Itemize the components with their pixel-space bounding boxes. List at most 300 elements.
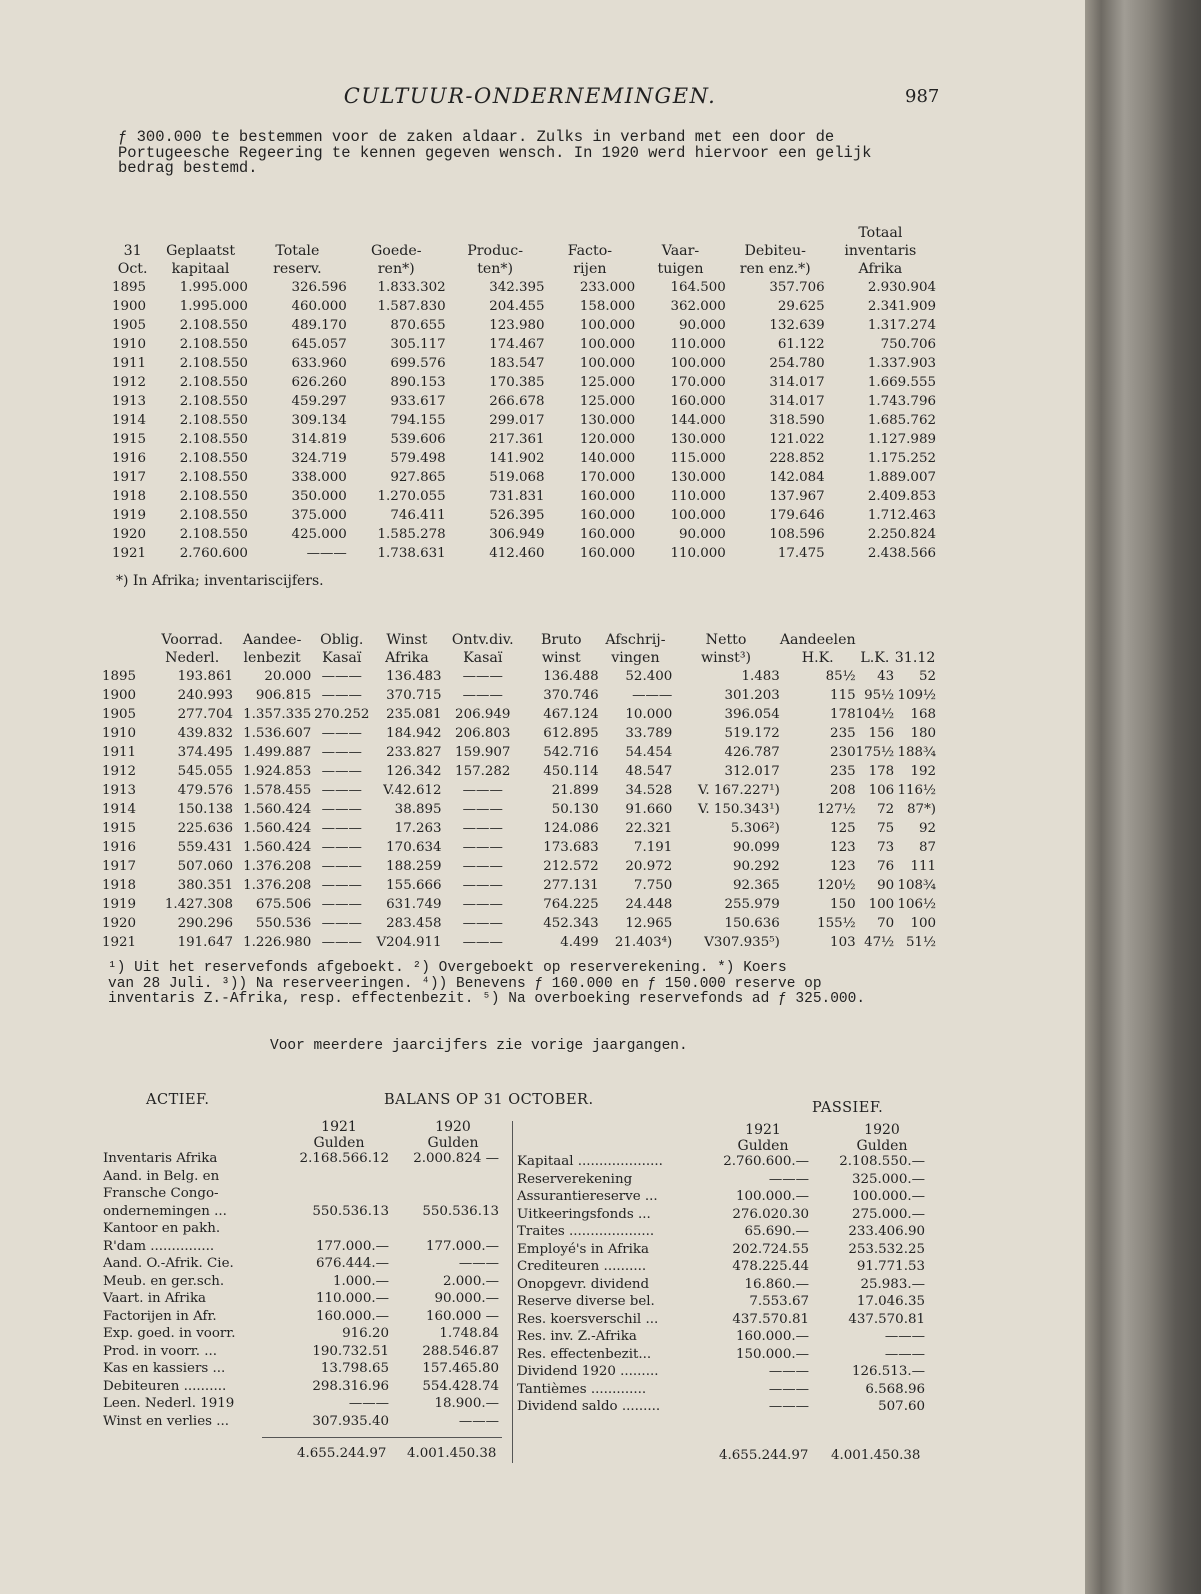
year-label: 1920 bbox=[435, 1119, 471, 1135]
actief-row bbox=[103, 1343, 503, 1361]
passief-item-label: Res. inv. Z.-Afrika bbox=[517, 1329, 637, 1344]
profit-table-cell: 550.536 bbox=[255, 916, 312, 931]
profit-footnotes bbox=[108, 961, 938, 1008]
profit-table-cell: 1.376.208 bbox=[243, 859, 312, 874]
passief-value-1921: 2.760.600.— bbox=[723, 1154, 809, 1169]
inventory-table-cell: 130.000 bbox=[670, 470, 726, 485]
inventory-table-cell: 1.317.274 bbox=[867, 318, 936, 333]
actief-row bbox=[103, 1238, 503, 1256]
profit-table-cell: 1.376.208 bbox=[243, 878, 312, 893]
profit-table-cell: 150.138 bbox=[177, 802, 233, 817]
actief-item-label: Aand. O.-Afrik. Cie. bbox=[103, 1256, 234, 1271]
profit-table-row bbox=[102, 762, 936, 781]
profit-table-cell: 1918 bbox=[102, 878, 137, 893]
inventory-table-row bbox=[112, 373, 936, 392]
actief-item-label: Vaart. in Afrika bbox=[103, 1291, 207, 1306]
inventory-table-cell: 1.337.903 bbox=[867, 356, 936, 371]
inventory-table-cell: 1915 bbox=[112, 432, 147, 447]
profit-table-cell: 52.400 bbox=[625, 669, 673, 684]
inventory-table-cell: 228.852 bbox=[769, 451, 825, 466]
passief-item-label: Employé's in Afrika bbox=[517, 1241, 650, 1257]
profit-table-cell: 208 bbox=[830, 783, 856, 798]
profit-table-cell: 212.572 bbox=[543, 859, 599, 874]
profit-table-cell: 120½ bbox=[817, 878, 856, 893]
passief-item-label: Assurantiereserve ... bbox=[517, 1189, 658, 1204]
inventory-table-col-header: Goede- ren*) bbox=[370, 243, 422, 277]
inventory-table-cell: 1921 bbox=[112, 546, 147, 561]
actief-value-1921: 190.732.51 bbox=[312, 1343, 389, 1359]
profit-table-cell: 467.124 bbox=[543, 707, 599, 722]
inventory-table-cell: 170.000 bbox=[579, 470, 636, 485]
actief-item-label: R'dam ............... bbox=[103, 1238, 215, 1254]
inventory-table-cell: 326.596 bbox=[291, 280, 347, 295]
passief-label: PASSIEF. bbox=[812, 1100, 884, 1116]
profit-table-cell: 95½ bbox=[864, 688, 895, 703]
profit-table-cell: 270.252 bbox=[314, 707, 370, 722]
inventory-table-col-header: Vaar- tuigen bbox=[657, 243, 704, 277]
profit-table-row bbox=[102, 895, 936, 914]
inventory-table-cell: 357.706 bbox=[769, 280, 825, 295]
passief-row bbox=[517, 1171, 932, 1189]
inventory-table-cell: 645.057 bbox=[291, 337, 347, 352]
profit-table-cell: 100 bbox=[910, 916, 936, 931]
profit-table-cell: 191.647 bbox=[177, 935, 233, 950]
inventory-table-cell: 1920 bbox=[112, 527, 147, 542]
actief-value-1921: 1.000.— bbox=[333, 1273, 389, 1289]
inventory-table-cell: 2.760.600 bbox=[179, 546, 248, 561]
profit-table-cell: 108¾ bbox=[897, 878, 936, 893]
profit-table-cell: 193.861 bbox=[177, 669, 233, 684]
profit-table-row bbox=[102, 724, 936, 743]
profit-table-cell: 370.715 bbox=[386, 688, 442, 703]
actief-total-1920: 4.001.450.38 bbox=[407, 1446, 497, 1461]
profit-table-row bbox=[102, 819, 936, 838]
profit-table-cell: 1921 bbox=[102, 935, 137, 950]
actief-row bbox=[103, 1203, 503, 1221]
profit-table-cell: 51½ bbox=[905, 935, 936, 950]
actief-value-1921: 2.168.566.12 bbox=[299, 1151, 389, 1166]
passief-value-1921: 7.553.67 bbox=[749, 1294, 809, 1309]
passief-item-label: Tantièmes ............. bbox=[517, 1381, 647, 1397]
actief-item-label: Prod. in voorr. ... bbox=[103, 1343, 218, 1359]
profit-table-cell: 225.636 bbox=[177, 821, 233, 836]
inventory-table-cell: 2.108.550 bbox=[179, 470, 248, 485]
inventory-table-cell: 123.980 bbox=[489, 318, 545, 333]
profit-table-row bbox=[102, 705, 936, 724]
inventory-table-cell: 1.712.463 bbox=[867, 508, 936, 523]
profit-table-cell: 52 bbox=[918, 669, 936, 684]
actief-value-1921: 307.935.40 bbox=[312, 1413, 389, 1429]
profit-table-cell: 170.634 bbox=[386, 840, 442, 855]
inventory-table-row bbox=[112, 354, 936, 373]
actief-item-label: Kantoor en pakh. bbox=[103, 1221, 221, 1236]
passief-value-1921: 65.690.— bbox=[744, 1224, 809, 1239]
inventory-table-cell: 314.819 bbox=[291, 432, 347, 447]
profit-table-cell: 283.458 bbox=[386, 916, 442, 931]
profit-table-cell: 235 bbox=[830, 764, 856, 779]
inventory-table-row bbox=[112, 316, 936, 335]
profit-table-cell: 100 bbox=[868, 897, 895, 912]
profit-table-cell: 72 bbox=[877, 802, 895, 817]
inventory-table bbox=[112, 224, 936, 563]
profit-table-cell: 519.172 bbox=[724, 726, 780, 741]
profit-table-cell: 17.263 bbox=[394, 821, 442, 836]
profit-table-cell: 20.972 bbox=[625, 859, 673, 874]
profit-table-cell: 290.296 bbox=[177, 916, 233, 931]
profit-table-cell: ——— bbox=[462, 935, 503, 950]
passief-value-1921: 437.570.81 bbox=[732, 1311, 809, 1327]
profit-table-cell: ——— bbox=[462, 821, 503, 836]
profit-table-cell: ——— bbox=[321, 669, 362, 684]
profit-table-cell: 20.000 bbox=[264, 669, 312, 684]
inventory-table-row bbox=[112, 544, 936, 563]
profit-table-col-header: Bruto winst bbox=[540, 632, 582, 666]
inventory-table-cell: 141.902 bbox=[489, 451, 545, 466]
inventory-table-cell: 460.000 bbox=[291, 299, 347, 314]
passief-total-1920: 4.001.450.38 bbox=[831, 1448, 921, 1463]
actief-label: ACTIEF. bbox=[146, 1092, 210, 1108]
actief-row bbox=[103, 1168, 503, 1186]
inventory-table-cell: 110.000 bbox=[670, 489, 726, 504]
inventory-table-cell: 1.669.555 bbox=[867, 375, 936, 390]
profit-table-col-header: 31.12 bbox=[894, 650, 936, 666]
actief-row bbox=[103, 1150, 503, 1168]
page-number: 987 bbox=[905, 86, 940, 107]
profit-table-cell: 22.321 bbox=[625, 821, 673, 836]
passief-row bbox=[517, 1223, 932, 1241]
actief-sum-line bbox=[262, 1437, 502, 1438]
profit-table-cell: 90.292 bbox=[732, 859, 780, 874]
inventory-table-cell: 164.500 bbox=[670, 280, 726, 295]
inventory-table-cell: 2.108.550 bbox=[179, 337, 248, 352]
inventory-table-cell: 1917 bbox=[112, 470, 147, 485]
profit-table-cell: 85½ bbox=[825, 669, 856, 684]
profit-table-row bbox=[102, 857, 936, 876]
profit-table-cell: 380.351 bbox=[177, 878, 233, 893]
profit-table-cell: 188¾ bbox=[897, 745, 936, 760]
inventory-table-cell: 1912 bbox=[112, 375, 147, 390]
inventory-table-cell: 1.585.278 bbox=[377, 527, 446, 542]
profit-table-cell: 73 bbox=[877, 840, 895, 855]
passief-value-1921: 150.000.— bbox=[735, 1346, 809, 1362]
inventory-table-cell: 2.409.853 bbox=[867, 489, 936, 504]
profit-table-cell: 136.488 bbox=[543, 669, 599, 684]
profit-table-cell: 301.203 bbox=[724, 688, 780, 703]
passief-item-label: Dividend 1920 ......... bbox=[517, 1364, 659, 1379]
profit-table-cell: V.42.612 bbox=[383, 783, 442, 798]
actief-value-1920: 2.000.— bbox=[443, 1273, 499, 1289]
passief-item-label: Onopgevr. dividend bbox=[517, 1276, 650, 1292]
profit-table-cell: 240.993 bbox=[177, 688, 233, 703]
actief-value-1921: 550.536.13 bbox=[312, 1203, 389, 1219]
profit-table-cell: 1.226.980 bbox=[243, 935, 312, 950]
profit-table-cell: ——— bbox=[321, 688, 362, 703]
profit-table-cell: 70 bbox=[877, 916, 895, 931]
inventory-table-cell: 2.930.904 bbox=[867, 280, 936, 295]
inventory-table-cell: 412.460 bbox=[489, 546, 545, 561]
profit-table-cell: 178 bbox=[868, 764, 895, 779]
profit-table-cell: 4.499 bbox=[560, 935, 599, 950]
inventory-table-cell: 526.395 bbox=[489, 508, 545, 523]
inventory-table-cell: 318.590 bbox=[769, 413, 825, 428]
inventory-table-cell: 539.606 bbox=[390, 432, 446, 447]
inventory-table-row bbox=[112, 430, 936, 449]
profit-table-cell: ——— bbox=[632, 688, 673, 703]
actief-value-1920: 90.000.— bbox=[434, 1291, 499, 1306]
profit-table-cell: 38.895 bbox=[394, 802, 442, 817]
profit-table-cell: 92.365 bbox=[732, 878, 780, 893]
inventory-table-row bbox=[112, 297, 936, 316]
passief-row bbox=[517, 1241, 932, 1259]
year-label: 1920 bbox=[864, 1122, 900, 1138]
inventory-table-cell: 927.865 bbox=[390, 470, 446, 485]
profit-table-cell: ——— bbox=[321, 897, 362, 912]
inventory-table-cell: 309.134 bbox=[291, 413, 347, 428]
inventory-table-cell: 132.639 bbox=[769, 318, 825, 333]
inventory-table-cell: 1.587.830 bbox=[377, 299, 446, 314]
passief-row bbox=[517, 1328, 932, 1346]
profit-table-cell: 764.225 bbox=[543, 897, 599, 912]
inventory-table-cell: 1.270.055 bbox=[377, 489, 446, 504]
profit-table-cell: 1.536.607 bbox=[243, 726, 312, 741]
profit-table-cell: 103 bbox=[830, 935, 856, 950]
actief-value-1920: ——— bbox=[458, 1256, 499, 1271]
profit-table-row bbox=[102, 781, 936, 800]
inventory-table-cell: 158.000 bbox=[579, 299, 636, 314]
profit-table-cell: 1910 bbox=[102, 726, 137, 741]
profit-table-cell: 5.306²) bbox=[730, 821, 780, 836]
profit-table-cell: ——— bbox=[321, 726, 362, 741]
inventory-table-cell: 750.706 bbox=[880, 337, 936, 352]
profit-table-cell: 312.017 bbox=[724, 764, 780, 779]
profit-table-cell: 175½ bbox=[855, 745, 895, 760]
actief-value-1920: 288.546.87 bbox=[422, 1343, 499, 1359]
profit-table-cell: 34.528 bbox=[625, 783, 673, 798]
actief-item-label: Debiteuren .......... bbox=[103, 1378, 227, 1394]
actief-value-1920: 554.428.74 bbox=[422, 1378, 499, 1394]
passief-row bbox=[517, 1346, 932, 1364]
inventory-table-cell: 933.617 bbox=[390, 394, 446, 409]
profit-table-row bbox=[102, 876, 936, 895]
profit-table-cell: 631.749 bbox=[386, 897, 442, 912]
inventory-table-cell: 375.000 bbox=[291, 508, 347, 523]
profit-table-col-header bbox=[102, 631, 151, 667]
profit-table-cell: ——— bbox=[462, 859, 503, 874]
inventory-table-col-header: Debiteu- ren enz.*) bbox=[739, 243, 811, 277]
inventory-table-cell: 1.833.302 bbox=[377, 280, 446, 295]
inventory-table-cell: 17.475 bbox=[777, 546, 825, 561]
intro-paragraph bbox=[118, 130, 958, 177]
currency-label: Gulden bbox=[856, 1138, 908, 1154]
passief-item-label: Reserverekening bbox=[517, 1171, 633, 1187]
passief-value-1921: ——— bbox=[768, 1364, 809, 1379]
actief-row bbox=[103, 1185, 503, 1203]
passief-col-1920 bbox=[842, 1122, 922, 1154]
inventory-table-cell: 306.949 bbox=[489, 527, 545, 542]
inventory-table-cell: 1.175.252 bbox=[867, 451, 936, 466]
profit-table-row bbox=[102, 933, 936, 952]
inventory-table-cell: 1910 bbox=[112, 337, 147, 352]
actief-list bbox=[103, 1150, 503, 1430]
inventory-table-cell: 170.385 bbox=[489, 375, 545, 390]
actief-row bbox=[103, 1290, 503, 1308]
profit-table-cell: 48.547 bbox=[625, 764, 673, 779]
actief-row bbox=[103, 1413, 503, 1431]
passief-row bbox=[517, 1398, 932, 1416]
inventory-table-cell: 338.000 bbox=[291, 470, 347, 485]
inventory-table-col-header: Facto- rijen bbox=[567, 243, 613, 277]
actief-col-1921 bbox=[299, 1119, 379, 1151]
passief-value-1920: 233.406.90 bbox=[848, 1224, 925, 1239]
profit-table-cell: V. 167.227¹) bbox=[698, 783, 780, 798]
inventory-table-cell: 633.960 bbox=[291, 356, 347, 371]
profit-table-row bbox=[102, 686, 936, 705]
inventory-table-cell: 314.017 bbox=[769, 394, 825, 409]
inventory-table-cell: 160.000 bbox=[670, 394, 726, 409]
profit-table-cell: V. 150.343¹) bbox=[698, 802, 780, 817]
inventory-table-cell: 1.995.000 bbox=[179, 280, 248, 295]
actief-value-1921: ——— bbox=[348, 1396, 389, 1411]
passief-item-label: Dividend saldo ......... bbox=[517, 1399, 661, 1414]
actief-item-label: Meub. en ger.sch. bbox=[103, 1273, 225, 1289]
inventory-table-cell: 266.678 bbox=[489, 394, 545, 409]
profit-table-cell: 125 bbox=[830, 821, 856, 836]
profit-table-cell: 111 bbox=[910, 859, 936, 874]
inventory-table-cell: 1919 bbox=[112, 508, 147, 523]
passief-value-1921: ——— bbox=[768, 1381, 809, 1397]
profit-table-cell: 123 bbox=[830, 859, 856, 874]
actief-value-1920: 550.536.13 bbox=[422, 1203, 499, 1219]
inventory-table-cell: 1895 bbox=[112, 280, 147, 295]
profit-table-cell: 1.499.887 bbox=[243, 745, 312, 760]
profit-table-cell: 155½ bbox=[817, 916, 856, 931]
actief-item-label: Aand. in Belg. en bbox=[103, 1168, 220, 1184]
profit-table-cell: 104½ bbox=[855, 707, 895, 722]
inventory-table-cell: 489.170 bbox=[291, 318, 347, 333]
profit-table-cell: V204.911 bbox=[376, 935, 442, 950]
profit-table-cell: 1914 bbox=[102, 802, 137, 817]
profit-table-cell: 374.495 bbox=[177, 745, 233, 760]
passief-value-1921: 202.724.55 bbox=[732, 1241, 809, 1257]
passief-value-1920: 507.60 bbox=[878, 1399, 925, 1414]
profit-table-cell: 33.789 bbox=[625, 726, 673, 741]
profit-table-cell: 507.060 bbox=[177, 859, 233, 874]
inventory-table-cell: 2.108.550 bbox=[179, 318, 248, 333]
profit-table-cell: 1917 bbox=[102, 859, 137, 874]
currency-label: Gulden bbox=[427, 1135, 479, 1151]
profit-table-cell: 235 bbox=[830, 726, 856, 741]
passief-row bbox=[517, 1381, 932, 1399]
passief-value-1920: 17.046.35 bbox=[856, 1294, 925, 1309]
inventory-table-cell: 1914 bbox=[112, 413, 147, 428]
profit-table-col-header: Netto winst³) bbox=[701, 632, 752, 666]
profit-table-cell: 21.403⁴) bbox=[614, 935, 673, 950]
profit-table-row bbox=[102, 914, 936, 933]
profit-table-cell: 452.343 bbox=[543, 916, 599, 931]
actief-value-1921: 177.000.— bbox=[315, 1238, 389, 1254]
profit-table-cell: 1.924.853 bbox=[243, 764, 312, 779]
passief-value-1921: ——— bbox=[768, 1171, 809, 1187]
profit-table-cell: ——— bbox=[321, 840, 362, 855]
book-binding-edge bbox=[1085, 0, 1201, 1594]
profit-table-cell: 230 bbox=[830, 745, 856, 760]
profit-table-cell: 7.191 bbox=[633, 840, 673, 855]
profit-table-cell: 106½ bbox=[897, 897, 936, 912]
profit-table-col-header: Ontv.div. Kasaï bbox=[451, 632, 514, 666]
profit-table-cell: 206.949 bbox=[455, 707, 511, 722]
inventory-table-cell: 2.108.550 bbox=[179, 451, 248, 466]
inventory-table-cell: 794.155 bbox=[390, 413, 446, 428]
balance-title: BALANS OP 31 OCTOBER. bbox=[384, 1092, 594, 1108]
profit-table-cell: 1.560.424 bbox=[243, 840, 312, 855]
profit-table-cell: 559.431 bbox=[177, 840, 233, 855]
inventory-table-cell: 90.000 bbox=[678, 527, 726, 542]
inventory-table-cell: 183.547 bbox=[489, 356, 545, 371]
profit-table-cell: 12.965 bbox=[625, 916, 673, 931]
profit-table-cell: 188.259 bbox=[386, 859, 442, 874]
profit-table-cell: 43 bbox=[877, 669, 895, 684]
inventory-table-cell: 2.108.550 bbox=[179, 394, 248, 409]
profit-table-cell: 1920 bbox=[102, 916, 137, 931]
inventory-table-cell: 2.108.550 bbox=[179, 489, 248, 504]
footnote-line: van 28 Juli. ³)) Na reserveeringen. ⁴)) Benevens ƒ 160.000 en ƒ 150.000 reserve op bbox=[108, 975, 822, 992]
passief-value-1920: ——— bbox=[884, 1329, 925, 1344]
profit-table-cell: 1911 bbox=[102, 745, 137, 760]
profit-table-cell: 192 bbox=[910, 764, 936, 779]
actief-item-label: Leen. Nederl. 1919 bbox=[103, 1396, 235, 1411]
profit-table-cell: 479.576 bbox=[177, 783, 233, 798]
inventory-table-cell: 100.000 bbox=[579, 356, 636, 371]
passief-value-1921: 160.000.— bbox=[735, 1329, 809, 1344]
passief-value-1920: 275.000.— bbox=[851, 1206, 925, 1222]
passief-row bbox=[517, 1276, 932, 1294]
inventory-table-row bbox=[112, 506, 936, 525]
actief-value-1920: ——— bbox=[458, 1413, 499, 1429]
inventory-table-cell: 61.122 bbox=[777, 337, 825, 352]
actief-total-1921: 4.655.244.97 bbox=[297, 1446, 387, 1461]
inventory-table-cell: 1.995.000 bbox=[179, 299, 248, 314]
actief-item-label: Fransche Congo- bbox=[103, 1186, 219, 1201]
profit-table-cell: 1.560.424 bbox=[243, 802, 312, 817]
balance-divider bbox=[512, 1121, 513, 1463]
profit-table-cell: 542.716 bbox=[543, 745, 599, 760]
inventory-table-cell: 870.655 bbox=[390, 318, 446, 333]
profit-table-cell: 150 bbox=[830, 897, 856, 912]
passief-value-1920: 25.983.— bbox=[860, 1276, 925, 1292]
inventory-table-cell: 115.000 bbox=[670, 451, 726, 466]
profit-table-cell: 1.483 bbox=[741, 669, 780, 684]
footnote-line: ¹) Uit het reservefonds afgeboekt. ²) Overgeboekt op reserverekening. *) Koers bbox=[108, 960, 787, 976]
profit-table-cell: 87*) bbox=[907, 802, 936, 817]
passief-row bbox=[517, 1258, 932, 1276]
running-header-title: CULTUUR-ONDERNEMINGEN. bbox=[343, 84, 717, 108]
passief-value-1921: 478.225.44 bbox=[732, 1259, 809, 1274]
profit-table-cell: 1912 bbox=[102, 764, 137, 779]
inventory-table-row bbox=[112, 411, 936, 430]
inventory-table-col-header: Totale reserv. bbox=[273, 243, 322, 277]
actief-value-1921: 13.798.65 bbox=[320, 1361, 389, 1376]
passief-row bbox=[517, 1153, 932, 1171]
inventory-table-cell: 731.831 bbox=[489, 489, 545, 504]
profit-table-header-row bbox=[102, 631, 936, 667]
currency-label: Gulden bbox=[313, 1135, 365, 1151]
inventory-table-cell: 1918 bbox=[112, 489, 147, 504]
inventory-table-cell: 160.000 bbox=[579, 546, 636, 561]
profit-table-cell: ——— bbox=[462, 840, 503, 855]
inventory-table-cell: 342.395 bbox=[489, 280, 545, 295]
inventory-table-cell: 1.127.989 bbox=[867, 432, 936, 447]
profit-table-cell: ——— bbox=[462, 669, 503, 684]
